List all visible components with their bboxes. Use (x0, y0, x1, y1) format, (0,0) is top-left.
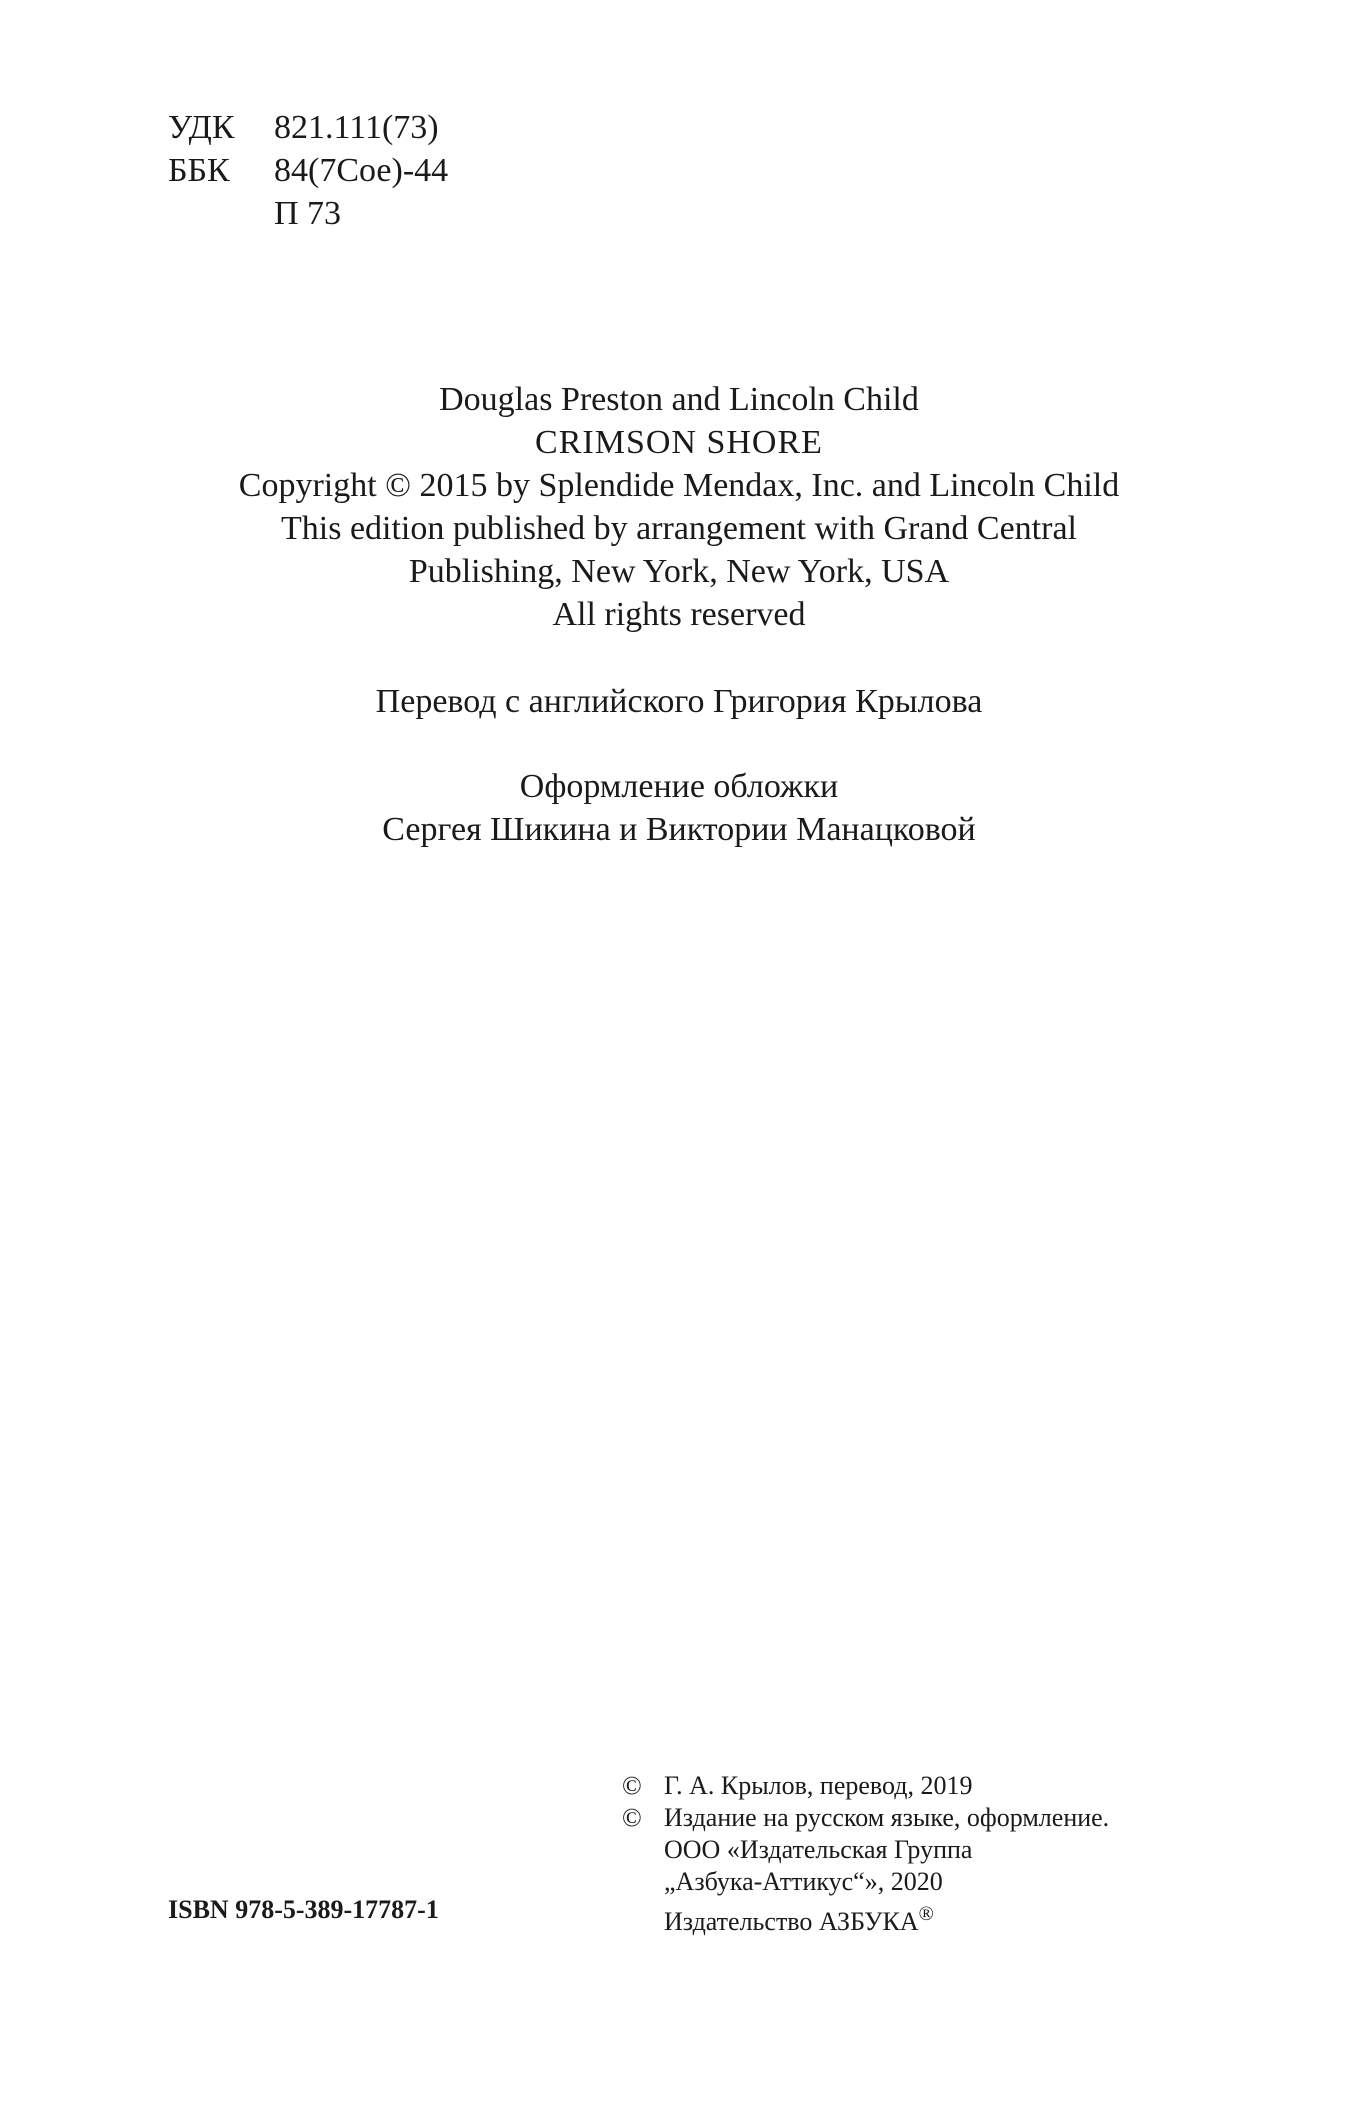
udk-code (168, 106, 448, 149)
edition-notice-line-2: ООО «Издательская Группа (664, 1835, 973, 1864)
isbn: ISBN 978-5-389-17787-1 (168, 1895, 439, 1924)
edition-line-1: This edition published by arrangement with Grand Central (281, 510, 1077, 547)
copyright-notices (622, 1770, 1109, 1938)
copyright-symbol: © (622, 1771, 642, 1800)
original-title: CRIMSON SHORE (535, 424, 823, 461)
translation-credit: Перевод с английского Григория Крылова (375, 683, 983, 720)
bbk-value: 84(7Сое)-44 (274, 152, 449, 189)
edition-line-2: Publishing, New York, New York, USA (408, 553, 950, 590)
original-authors: Douglas Preston and Lincoln Child (439, 381, 919, 418)
copyright-line: Copyright © 2015 by Splendide Mendax, Inc. and Lincoln Child (238, 467, 1120, 504)
edition-notice-line-3: „Азбука-Аттикус“», 2020 (664, 1867, 943, 1896)
udk-value: 821.111(73) (274, 109, 439, 146)
cover-design-credit: Сергея Шикина и Виктории Манацковой (382, 811, 976, 848)
bbk-code (168, 149, 448, 192)
registered-mark: ® (918, 1903, 934, 1925)
edition-notice-line-1: Издание на русском языке, оформление. (664, 1803, 1110, 1832)
udk-label: УДК (168, 109, 235, 146)
translation-notice-text: Г. А. Крылов, перевод, 2019 (664, 1771, 973, 1800)
cover-design-label: Оформление обложки (519, 768, 839, 805)
credits-block (0, 378, 1358, 851)
classification-codes (168, 106, 448, 235)
publisher-name: Издательство АЗБУКА (664, 1907, 919, 1936)
edition-notice-line-4 (664, 1898, 1109, 1938)
copyright-symbol: © (622, 1803, 642, 1832)
author-mark-value: П 73 (274, 195, 342, 232)
edition-notice (622, 1802, 1109, 1938)
rights-reserved: All rights reserved (552, 596, 806, 633)
author-mark (168, 192, 448, 235)
bbk-label: ББК (168, 152, 230, 189)
translation-notice (622, 1770, 1109, 1802)
